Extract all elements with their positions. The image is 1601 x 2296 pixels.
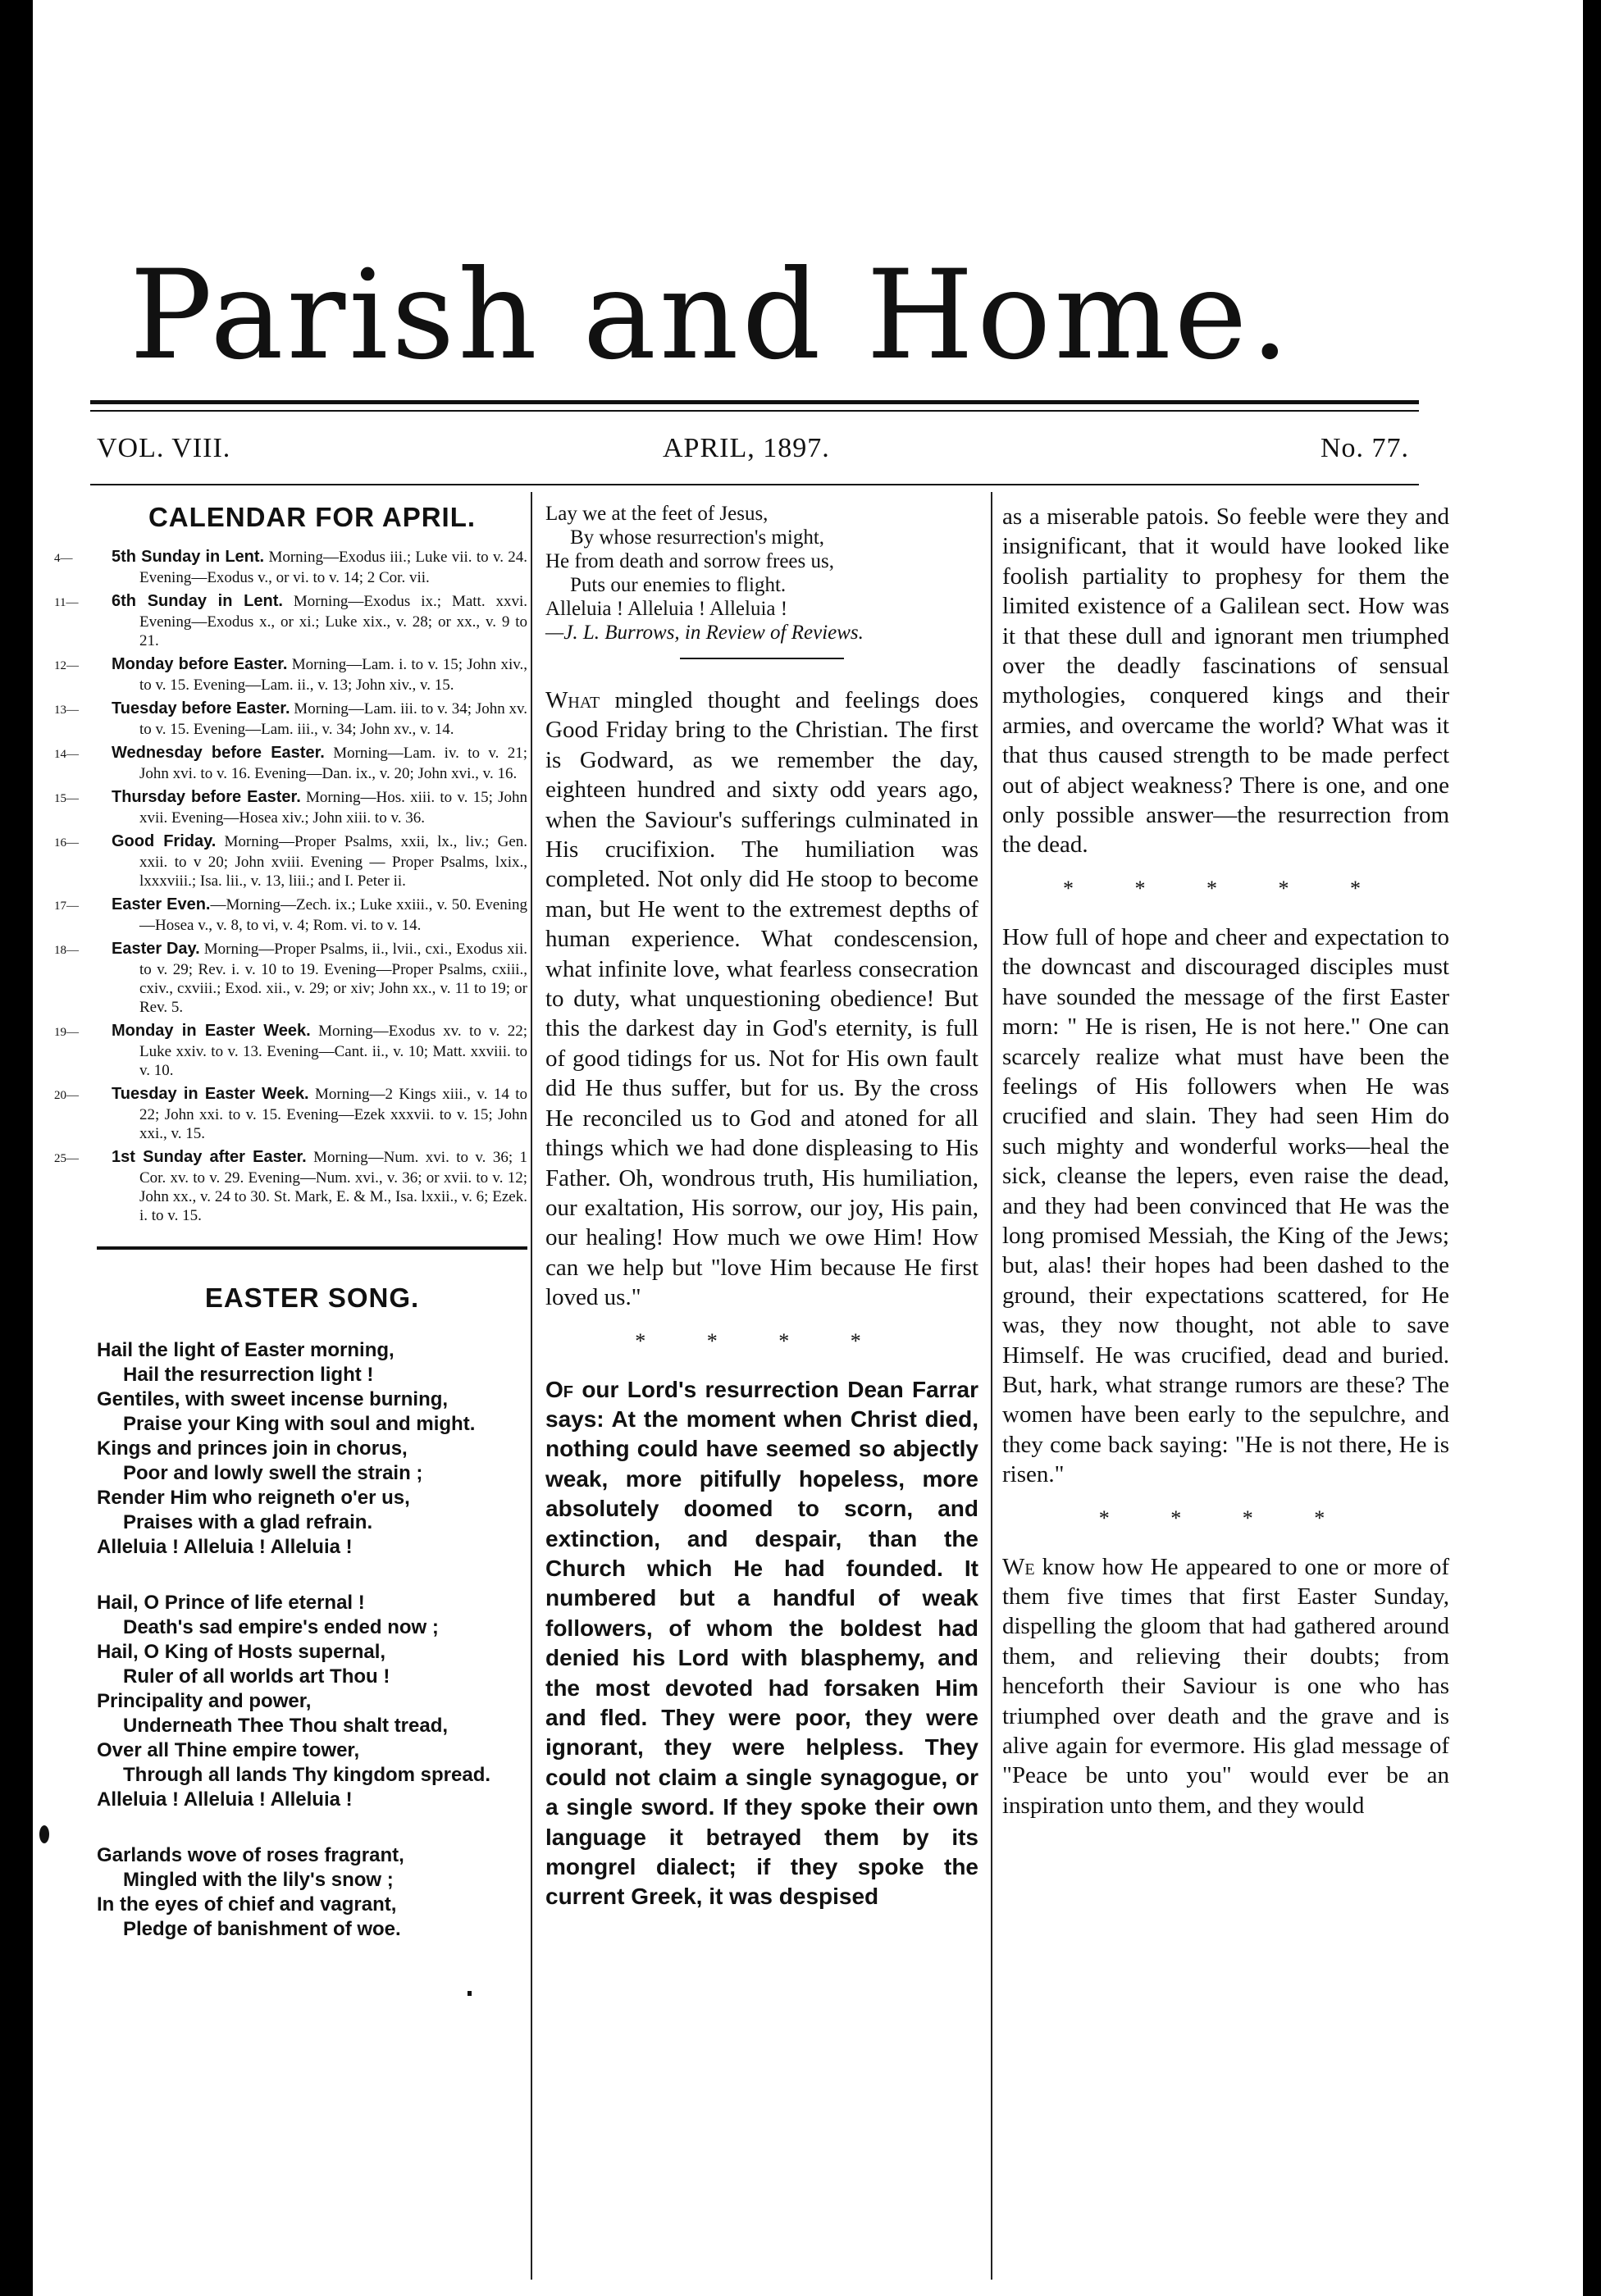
song-line: Pledge of banishment of woe. — [123, 1918, 401, 1940]
poem-line: By whose resurrection's might, — [570, 526, 825, 549]
masthead-rule-thin — [90, 410, 1419, 412]
song-line: Gentiles, with sweet incense burning, — [97, 1388, 449, 1410]
calendar-entry: 15— Thursday before Easter. Morning—Hos. xiii. to v. 15; John xvii. Evening—Hosea xiv.; John xiii. to v. 36. — [54, 788, 527, 827]
issue-line — [97, 433, 1409, 474]
section-stars: * * * * — [635, 1328, 889, 1353]
poem-line: Lay we at the feet of Jesus, — [545, 503, 769, 525]
section-stars: * * * * — [1098, 1506, 1353, 1530]
scan-border — [1583, 0, 1601, 2296]
song-line: Hail, O Prince of life eternal ! — [97, 1592, 365, 1614]
song-line: Principality and power, — [97, 1690, 312, 1712]
calendar-entry: 20— Tuesday in Easter Week. Morning—2 Kings xiii., v. 14 to 22; John xxi. to v. 15. Evening—Ezek xxxvii. to v. 15; John xxi., v. 15. — [54, 1085, 527, 1142]
issue-number: No. 77. — [1320, 433, 1409, 463]
calendar-entry: 16— Good Friday. Morning—Proper Psalms, xxii, lx., liv.; Gen. xxii. to v 20; John xviii. Evening — Proper Psalms, lxix., lxxxviii.; Isa. lii., v. 13, liii.; and I. Peter ii. — [54, 832, 528, 890]
calendar-entry: 19— Monday in Easter Week. Morning—Exodus xv. to v. 22; Luke xxiv. to v. 13. Evening—Cant. ii., v. 10; Matt. xxviii. to v. 10. — [54, 1022, 528, 1079]
calendar-entry: 14— Wednesday before Easter. Morning—Lam. iv. to v. 21; John xvi. to v. 16. Evening—Dan. ix., v. 20; John xvi., v. 16. — [54, 744, 528, 782]
song-line: Over all Thine empire tower, — [97, 1739, 360, 1761]
poem-line: Puts our enemies to flight. — [570, 574, 787, 596]
song-line: Praise your King with soul and might. — [123, 1413, 476, 1435]
song-line: Death's sad empire's ended now ; — [123, 1616, 439, 1638]
issue-date: APRIL, 1897. — [663, 433, 830, 463]
ink-blot — [39, 1825, 49, 1843]
short-rule — [680, 658, 844, 659]
masthead-title: Parish and Home. — [130, 244, 1293, 387]
calendar-title: CALENDAR FOR APRIL. — [148, 502, 477, 532]
column-divider — [531, 492, 532, 2280]
song-line: Through all lands Thy kingdom spread. — [123, 1764, 491, 1786]
issue-rule — [90, 484, 1419, 485]
section-rule — [97, 1246, 527, 1250]
song-stanza — [97, 1591, 527, 1812]
calendar-entry: 4— 5th Sunday in Lent. Morning—Exodus iii.; Luke vii. to v. 24. Evening—Exodus v., or vi. to v. 14; 2 Cor. vii. — [54, 548, 528, 586]
poem-excerpt — [545, 502, 978, 645]
song-stanza — [97, 1843, 527, 1942]
left-column — [54, 502, 528, 1973]
song-line: Garlands wove of roses fragrant, — [97, 1844, 404, 1866]
song-line: Underneath Thee Thou shalt tread, — [123, 1715, 449, 1737]
calendar-entry: 13— Tuesday before Easter. Morning—Lam. iii. to v. 34; John xv. to v. 15. Evening—Lam. iii., v. 34; John xv., v. 14. — [54, 699, 528, 738]
calendar-entry: 18— Easter Day. Morning—Proper Psalms, ii., lvii., cxi., Exodus xii. to v. 29; Rev. i. v. 10 to 19. Evening—Proper Psalms, cxiii., cxiv., cxviii.; Exod. xii., v. 29; or xiv; John xx., v. 11 to 19; or Rev. 5. — [54, 940, 527, 1016]
article-paragraph: How full of hope and cheer and expectation to the downcast and discouraged disciples must have sounded the message of the first Easter morn: " He is risen, He is not here." One can scarcely realize what must have been the feelings of His followers when He was crucified and slain. They had seen Him do such mighty and wonderful works—heal the sick, cleanse the lepers, even raise the dead, and they had been convinced that He was the long promised Messiah, the King of the Jews; but, alas! their hopes had been dashed to the ground, their expectations scattered, for He was, they now thought, not able to save Himself. He was crucified, dead and buried. But, hark, what strange rumors are these? The women have been early to the sepulchre, and they come back saying: "He is not there, He is risen." — [1002, 923, 1449, 1488]
song-stanza — [97, 1338, 527, 1560]
calendar-entry: 25— 1st Sunday after Easter. Morning—Num. xvi. to v. 36; 1 Cor. xv. to v. 29. Evening—Num. xvi., v. 36; or xvii. to v. 12; John xx., v. 24 to 30. St. Mark, E. & M., Isa. lxxii., v. 6; Ezek. i. to v. 15. — [54, 1148, 527, 1224]
middle-column — [545, 502, 978, 1912]
masthead-rule — [90, 400, 1419, 404]
right-column — [1002, 502, 1449, 1820]
song-line: Kings and princes join in chorus, — [97, 1437, 408, 1460]
calendar-entry: 17— Easter Even.—Morning—Zech. ix.; Luke xxiii., v. 50. Evening—Hosea v., v. 8, to vi, v. 4; Rom. vi. to v. 14. — [54, 895, 527, 934]
song-title: EASTER SONG. — [204, 1282, 420, 1313]
article-paragraph: as a miserable patois. So feeble were they and insignificant, that it would have looked like foolish partiality to prophesy for them the limited existence of a Galilean sect. How was it that these dull and ignorant men triumphed over the deadly fascinations of sensual mythologies, conquered kings and their armies, and overcame the world? What was it that thus caused strength to be made perfect out of abject weakness? There is one, and one only possible answer—the resurrection from the dead. — [1002, 503, 1449, 859]
calendar-entry: 12— Monday before Easter. Morning—Lam. i. to v. 15; John xiv., to v. 15. Evening—Lam. ii., v. 13; John xiv., v. 15. — [54, 655, 528, 694]
song-line: Praises with a glad refrain. — [123, 1511, 373, 1533]
volume-label: VOL. VIII. — [97, 433, 231, 463]
poem-line: Alleluia ! Alleluia ! Alleluia ! — [545, 598, 788, 620]
song-line: Hail, O King of Hosts supernal, — [97, 1641, 386, 1663]
song-line: Alleluia ! Alleluia ! Alleluia ! — [97, 1788, 353, 1811]
article-paragraph: What mingled thought and feelings does Good Friday bring to the Christian. The first is Godward, as we remember the day, eighteen hundred and sixty odd years ago, when the Saviour's sufferings culminated in His crucifixion. The humiliation was completed. Not only did He stoop to become man, but He went to the extremest depths of human experience. What condescension, what infinite love, what fearless consecration to duty, what unquestioning obedience! But this the darkest day in God's eternity, is full of good tidings for us. Not for His own fault did He thus suffer, but for us. By the cross He reconciled us to God and atoned for all things which we had done displeasing to His Father. Oh, wondrous truth, His humiliation, our exaltation, His sorrow, our joy, His pain, our healing! How much we owe Him! How can we help but "love Him because He first loved us." — [545, 687, 978, 1311]
song-line: Hail the light of Easter morning, — [97, 1339, 395, 1361]
article-paragraph: We know how He appeared to one or more of them five times that first Easter Sunday, dispelling the gloom that had gathered around them, and relieving their doubts; from henceforth their Saviour is one who has triumphed over death and the grave and is alive again for evermore. His glad message of "Peace be unto you" would ever be an inspiration unto them, and they would — [1002, 1553, 1449, 1819]
song-line: Hail the resurrection light ! — [123, 1364, 374, 1386]
calendar-entry: 11— 6th Sunday in Lent. Morning—Exodus ix.; Matt. xxvi. Evening—Exodus x., or xi.; Luke xix., v. 28; or xx., v. 9 to 21. — [54, 592, 528, 649]
poem-attribution: —J. L. Burrows, in Review of Reviews. — [545, 622, 864, 644]
ink-speck — [468, 1991, 472, 1996]
section-stars: * * * * * — [1063, 876, 1389, 900]
column-divider — [991, 492, 992, 2280]
calendar-list — [54, 548, 528, 1225]
song-line: Alleluia ! Alleluia ! Alleluia ! — [97, 1536, 353, 1558]
song-line: Mingled with the lily's snow ; — [123, 1869, 394, 1891]
song-line: Poor and lowly swell the strain ; — [123, 1462, 423, 1484]
song-line: In the eyes of chief and vagrant, — [97, 1893, 397, 1916]
song-line: Render Him who reigneth o'er us, — [97, 1487, 410, 1509]
article-paragraph: Of our Lord's resurrection Dean Farrar says: At the moment when Christ died, nothing could have seemed so abjectly weak, more pitifully hopeless, more absolutely doomed to scorn, and extinction, and despair, than the Church which He had founded. It numbered but a handful of weak followers, of whom the boldest had denied his Lord with blasphemy, and the most devoted had forsaken Him and fled. They were poor, they were ignorant, they were helpless. They could not claim a single synagogue, or a single sword. If they spoke their own language it betrayed them by its mongrel dialect; if they spoke the current Greek, it was despised — [545, 1376, 978, 1910]
poem-line: He from death and sorrow frees us, — [545, 550, 834, 572]
song-line: Ruler of all worlds art Thou ! — [123, 1665, 390, 1688]
